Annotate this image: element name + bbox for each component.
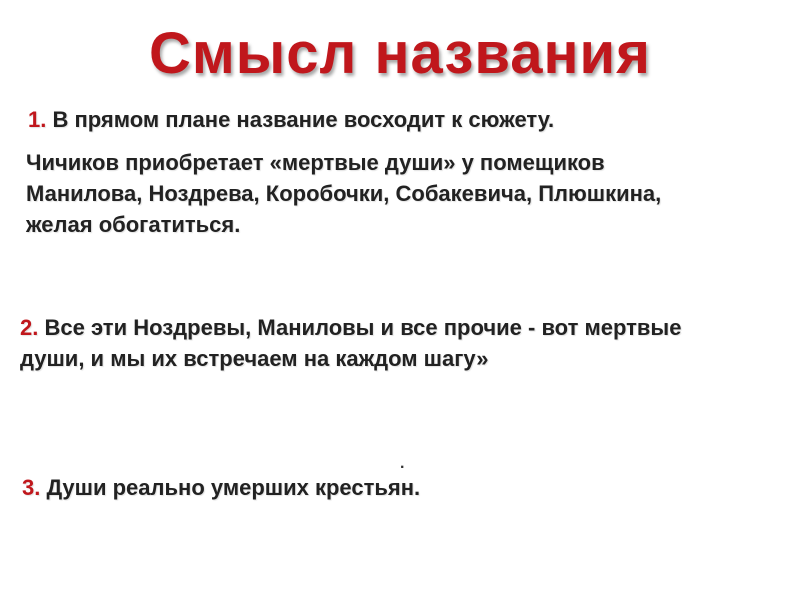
point-3 [22,472,762,503]
point-3-number: 3. [22,475,41,500]
explanation-line-3: желая обогатиться. [26,212,241,237]
point-3-text: Души реально умерших крестьян. [40,475,421,500]
slide-title: Смысл названия [148,21,652,86]
point-1 [28,104,768,135]
point-1-text: В прямом плане название восходит к сюжету. [52,107,555,132]
point-2-text-line-1: Все эти Ноздревы, Маниловы и все прочие - вот мертвые [38,315,682,340]
point-2-text-line-2: души, и мы их встречаем на каждом шагу» [20,346,489,371]
explanation-line-2: Манилова, Ноздрева, Коробочки, Собакевича, Плюшкина, [26,181,662,206]
point-1-explanation [26,147,766,240]
point-2-line-1 [20,312,780,343]
point-2 [20,312,780,374]
stray-dot: . [400,455,405,472]
explanation-line-1: Чичиков приобретает «мертвые души» у помещиков [26,150,605,175]
point-1-number: 1. [28,107,47,132]
point-2-number: 2. [20,315,39,340]
